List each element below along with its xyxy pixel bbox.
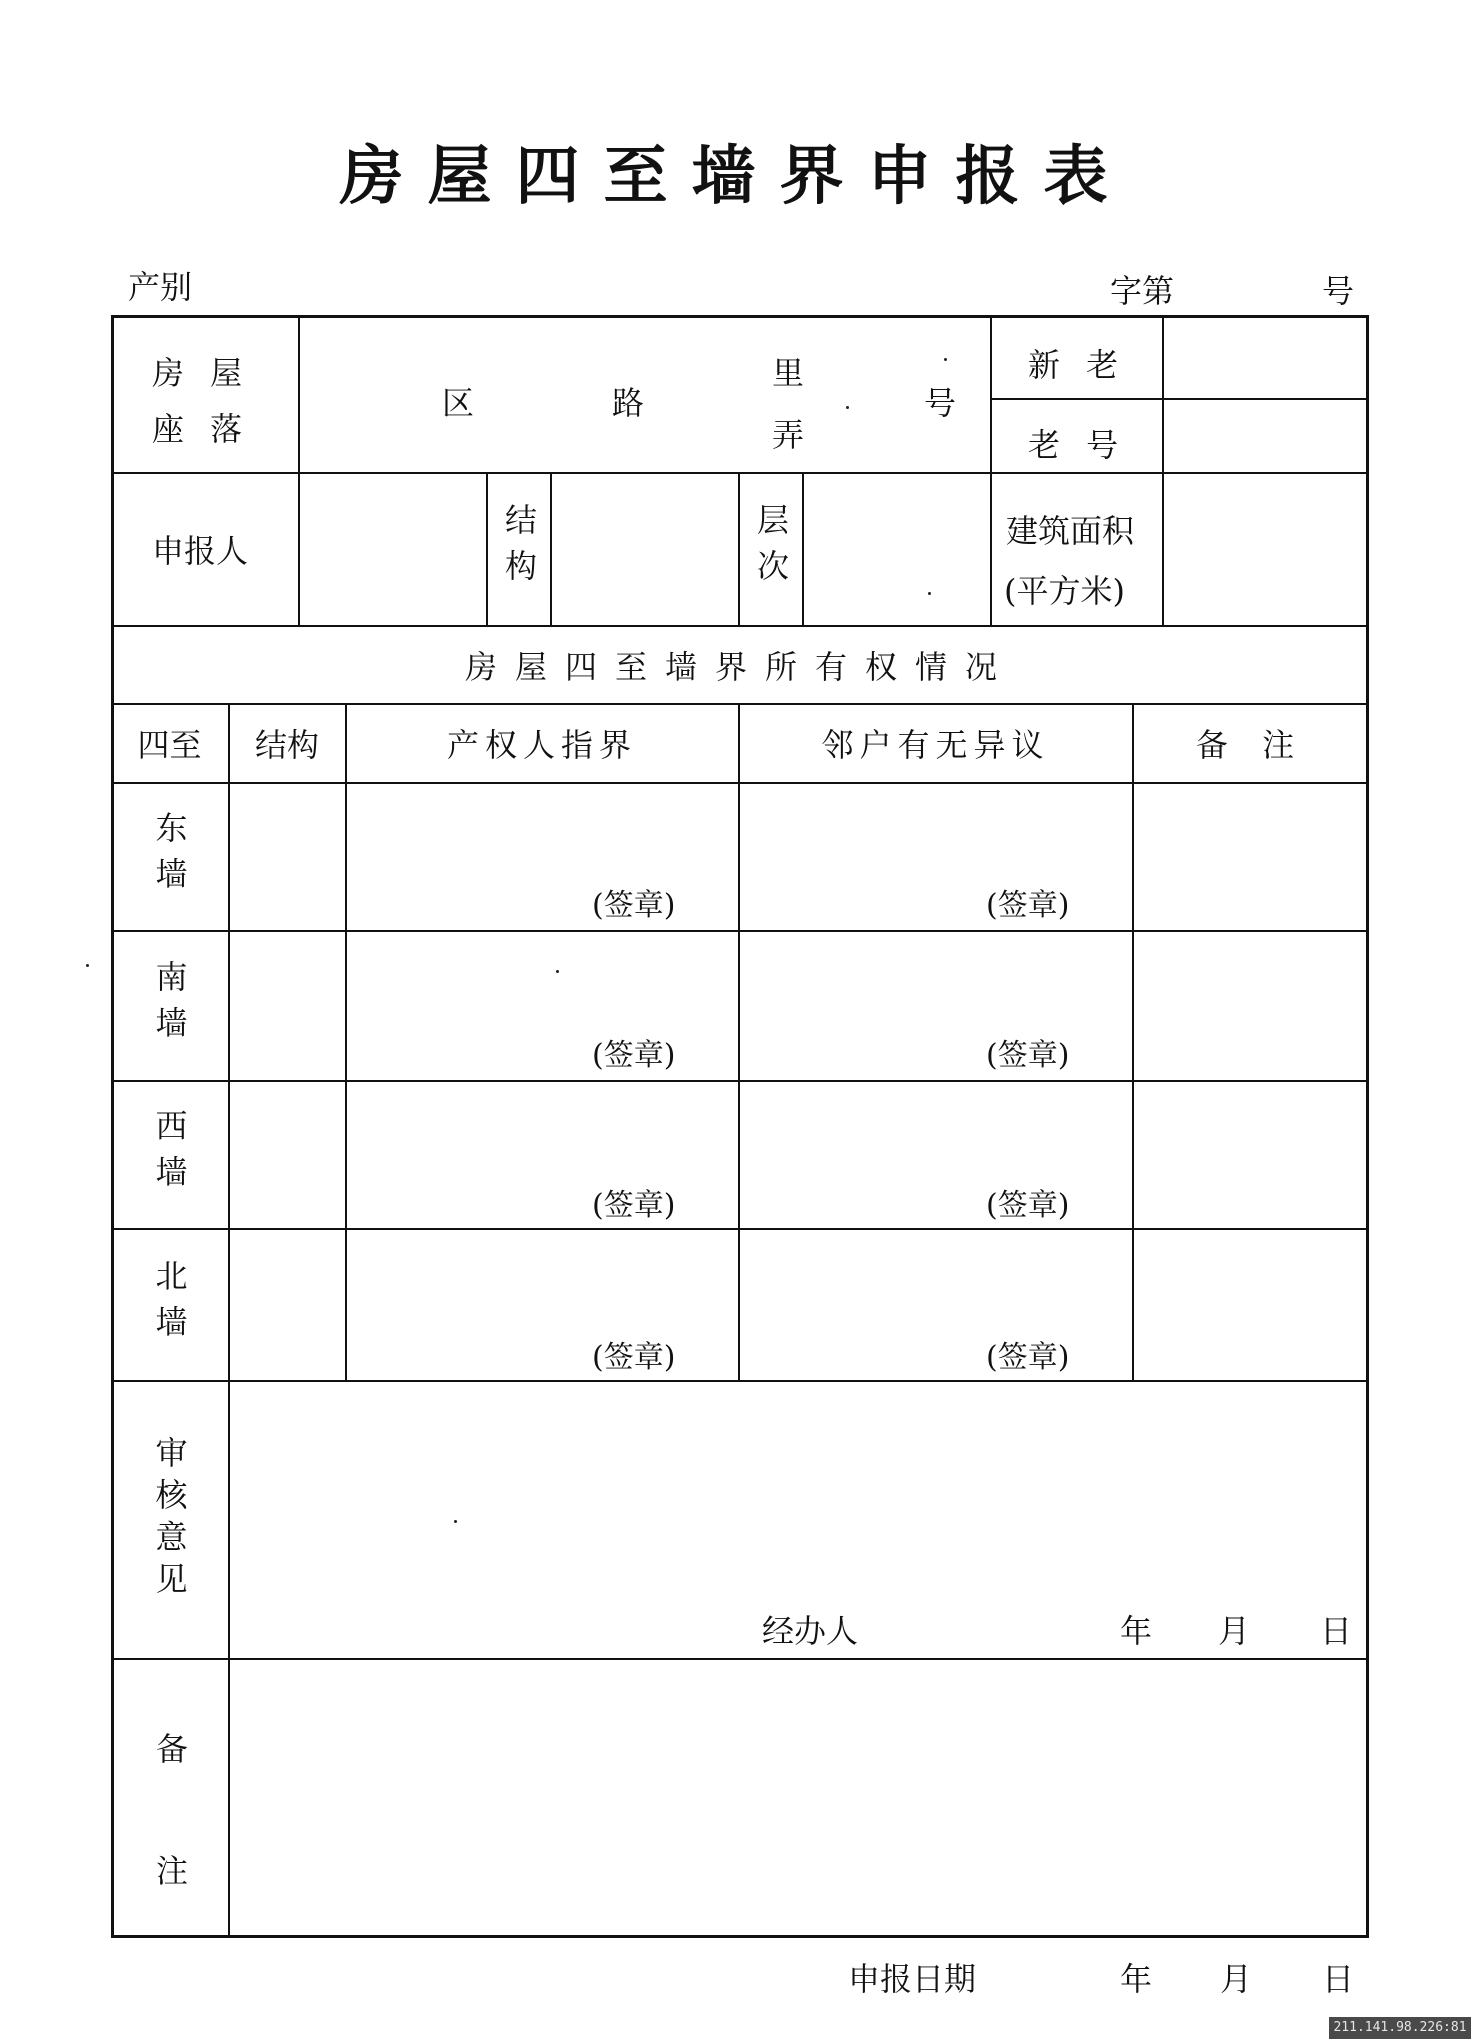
review-month-label: 月 [1218,1612,1251,1650]
location-hao-label: 号 [924,384,957,422]
footer-year-label: 年 [1120,1960,1153,1998]
column-header-owner: 产权人指界 [446,726,637,764]
jiegou-label: 结构 [500,503,538,595]
review-day-label: 日 [1320,1612,1353,1650]
review-label: 审核意见 [150,1435,189,1604]
neighbor-sign-south: (签章) [986,1038,1070,1073]
li-label: 里 [772,354,805,392]
column-header-remarks: 备 注 [1195,726,1307,764]
location-label-bottom: 座 落 [152,410,251,448]
lao-hao-label: 老 号 [1028,426,1127,464]
column-header-jiegou: 结构 [254,726,319,764]
neighbor-sign-east: (签章) [986,888,1070,923]
xin-lao-label: 新 老 [1028,346,1127,384]
footer-month-label: 月 [1220,1960,1253,1998]
neighbor-sign-west: (签章) [986,1188,1070,1223]
owner-sign-east: (签章) [592,888,676,923]
handler-label: 经办人 [762,1612,859,1650]
wall-north-label: 北墙 [150,1258,189,1351]
column-header-sizhi: 四至 [137,726,202,764]
area-unit: (平方米) [1004,572,1125,610]
nong-label: 弄 [772,416,805,454]
location-label-top: 房 屋 [152,354,251,392]
owner-sign-north: (签章) [592,1340,676,1375]
applicant-label: 申报人 [152,532,249,570]
section-title: 房屋四至墙界所有权情况 [464,647,1015,686]
zidi-label: 字第 [1110,272,1175,310]
hao-label: 号 [1322,272,1355,310]
cengci-label: 层次 [752,503,790,595]
column-header-neighbor: 邻户有无异议 [821,726,1050,764]
wall-west-label: 西墙 [150,1108,189,1201]
owner-sign-west: (签章) [592,1188,676,1223]
form-title: 房屋四至墙界申报表 [339,139,1132,214]
remarks-label-bottom: 注 [156,1852,189,1890]
lu-label: 路 [612,384,645,422]
wall-south-label: 南墙 [150,959,189,1052]
owner-sign-south: (签章) [592,1038,676,1073]
area-label: 建筑面积 [1006,512,1135,550]
remarks-label-top: 备 [156,1730,189,1768]
review-year-label: 年 [1120,1612,1153,1650]
wall-east-label: 东墙 [150,810,189,903]
ip-watermark: 211.141.98.226:81 [1329,2017,1471,2039]
chanbie-label: 产别 [128,268,193,306]
qu-label: 区 [442,384,475,422]
date-label: 申报日期 [848,1960,977,1998]
footer-day-label: 日 [1322,1960,1355,1998]
neighbor-sign-north: (签章) [986,1340,1070,1375]
